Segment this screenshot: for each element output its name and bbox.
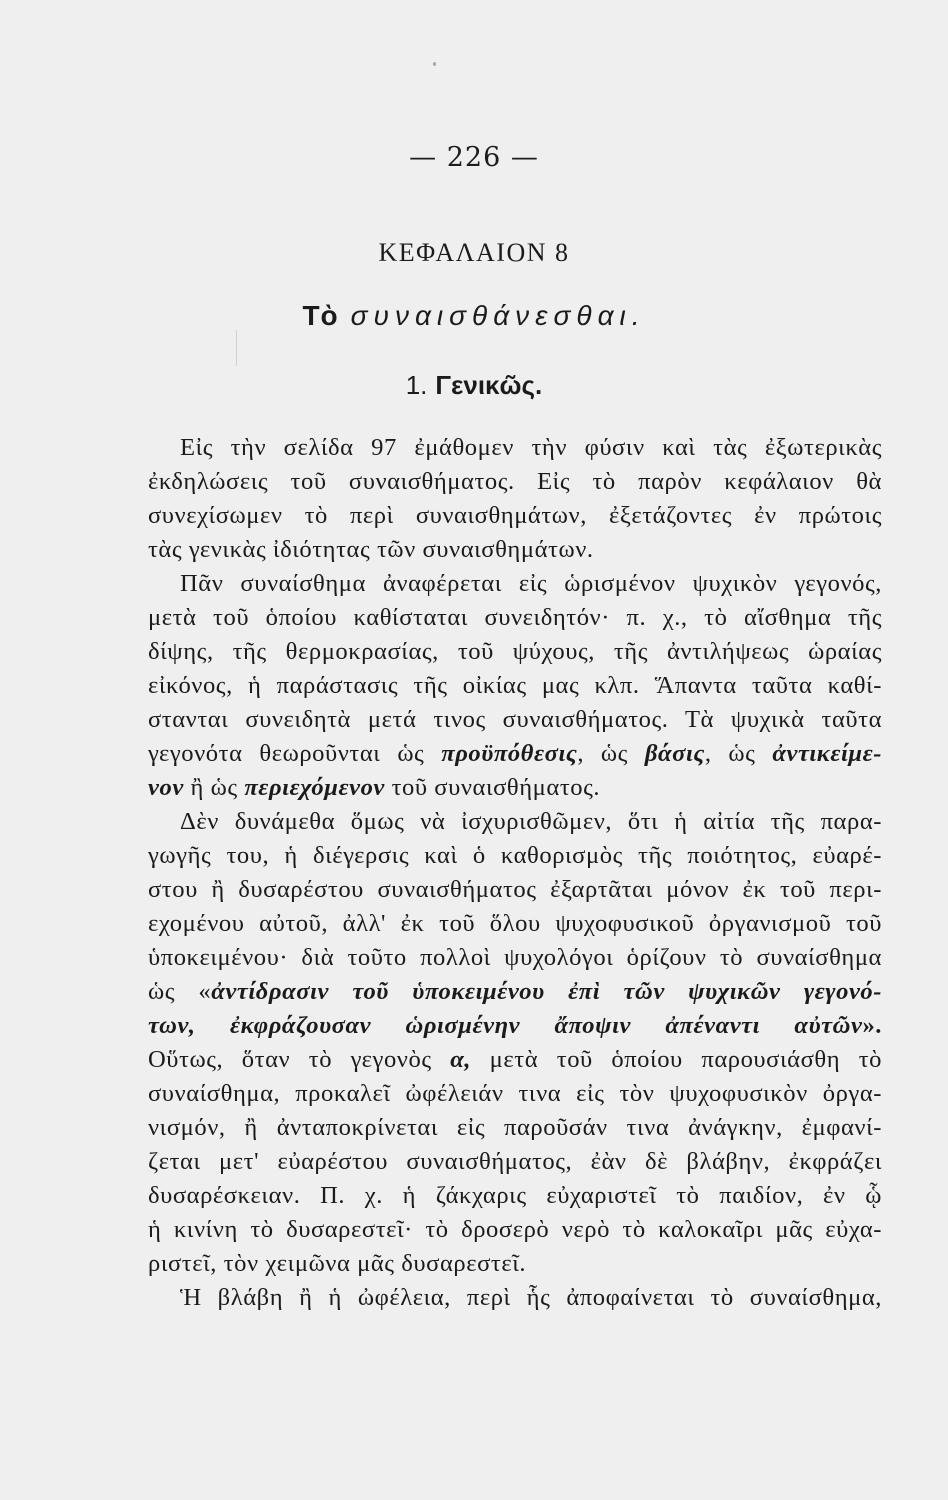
text-span: , ὡς — [577, 740, 645, 767]
text-line — [148, 975, 882, 1009]
text-line: τὰς γενικὰς ἰδιότητας τῶν συναισθημάτων. — [148, 536, 594, 563]
text-line — [148, 1043, 882, 1077]
text-line: εἰκόνος, ἡ παράστασις τῆς οἰκίας μας κλπ. Ἅπαντα ταῦτα καθί- — [148, 672, 882, 699]
page-number: — 226 — — [409, 142, 539, 173]
section-title: Γενικῶς. — [435, 370, 543, 400]
chapter-heading: ΚΕΦΑΛΑΙΟΝ 8 — [378, 238, 570, 267]
text-line: ζεται μετ' εὐαρέστου συναισθήματος, ἐὰν δὲ βλάβην, ἐκφράζει — [148, 1148, 882, 1175]
text-line: δυσαρέσκειαν. Π. χ. ἡ ζάκχαρις εὐχαριστεῖ τὸ παιδίον, ἐν ᾧ — [148, 1182, 882, 1209]
text-span: , ὡς — [704, 740, 773, 767]
emphasis-quote: των, ἐκφράζουσαν ὡρισμένην ἄποψιν ἀπέναντι αὐτῶν — [148, 1012, 863, 1039]
text-span: ». — [862, 1012, 882, 1039]
text-line: ἐκδηλώσεις τοῦ συναισθήματος. Εἰς τὸ παρὸν κεφάλαιον θὰ — [148, 468, 882, 495]
text-line: μετὰ τοῦ ὁποίου καθίσταται συνειδητόν· π. χ., τὸ αἴσθημα τῆς — [148, 604, 882, 631]
chapter-title-word: συναισθάνεσθαι. — [350, 300, 646, 331]
text-line: στανται συνειδητὰ μετά τινος συναισθήματος. Τὰ ψυχικὰ ταῦτα — [148, 706, 882, 733]
text-span: ὡς « — [148, 978, 212, 1005]
print-mark — [236, 330, 237, 366]
text-line: ριστεῖ, τὸν χειμῶνα μᾶς δυσαρεστεῖ. — [148, 1250, 527, 1277]
text-line: Ἡ βλάβη ἢ ἡ ὠφέλεια, περὶ ἧς ἀποφαίνεται τὸ συναίσθημα, — [180, 1284, 882, 1311]
text-line: συνεχίσωμεν τὸ περὶ συναισθημάτων, ἐξετάζοντες ἐν πρώτοις — [148, 502, 882, 529]
text-line: γωγῆς του, ἡ διέγερσις καὶ ὁ καθορισμὸς τῆς ποιότητος, εὐαρέ- — [148, 842, 882, 869]
emphasis-term: βάσις — [644, 740, 705, 767]
text-span: ἢ ὡς — [183, 774, 245, 801]
section-heading — [0, 370, 948, 401]
text-line — [148, 737, 882, 771]
text-line: Πᾶν συναίσθημα ἀναφέρεται εἰς ὡρισμένον ψυχικὸν γεγονός, — [180, 570, 882, 597]
emphasis-term: νον — [148, 774, 184, 801]
text-span: τοῦ συναισθήματος. — [384, 774, 601, 801]
text-span: Οὕτως, ὅταν τὸ γεγονὸς — [148, 1046, 451, 1073]
text-line: ἡ κινίνη τὸ δυσαρεστεῖ· τὸ δροσερὸ νερὸ τὸ καλοκαῖρι μᾶς εὐχα- — [148, 1216, 882, 1243]
text-line: δίψης, τῆς θερμοκρασίας, τοῦ ψύχους, τῆς ἀντιλήψεως ὡραίας — [148, 638, 882, 665]
text-line — [148, 1009, 882, 1043]
emphasis-term: προϋπόθεσις — [441, 740, 578, 767]
text-line: νισμόν, ἢ ἀνταποκρίνεται εἰς παροῦσάν τινα ἀνάγκην, ἐμφανί- — [148, 1114, 882, 1141]
section-number: 1. — [405, 370, 428, 400]
text-line: συναίσθημα, προκαλεῖ ὠφέλειάν τινα εἰς τὸν ψυχοφυσικὸν ὀργα- — [148, 1080, 882, 1107]
emphasis-term: α, — [450, 1046, 472, 1073]
emphasis-quote: ἀντίδρασιν τοῦ ὑποκειμένου ἐπὶ τῶν ψυχικῶν γεγονό- — [211, 978, 882, 1005]
chapter-title — [0, 300, 948, 332]
ink-speck — [433, 62, 436, 66]
text-span: γεγονότα θεωροῦνται ὡς — [148, 740, 442, 767]
chapter-title-article: Τὸ — [302, 300, 339, 331]
emphasis-term: περιεχόμενον — [244, 774, 385, 801]
text-line: εχομένου αὐτοῦ, ἀλλ' ἐκ τοῦ ὅλου ψυχοφυσικοῦ ὀργανισμοῦ τοῦ — [148, 910, 882, 937]
text-line: στου ἢ δυσαρέστου συναισθήματος ἐξαρτᾶται μόνον ἐκ τοῦ περι- — [148, 876, 882, 903]
text-line: Εἰς τὴν σελίδα 97 ἐμάθομεν τὴν φύσιν καὶ τὰς ἐξωτερικὰς — [180, 434, 882, 461]
emphasis-term: ἀντικείμε- — [772, 740, 882, 767]
text-line — [148, 771, 882, 805]
text-line: ὑποκειμένου· διὰ τοῦτο πολλοὶ ψυχολόγοι ὁρίζουν τὸ συναίσθημα — [148, 944, 882, 971]
text-line: Δὲν δυνάμεθα ὅμως νὰ ἰσχυρισθῶμεν, ὅτι ἡ αἰτία τῆς παρα- — [180, 808, 882, 835]
text-span: μετὰ τοῦ ὁποίου παρουσιάσθη τὸ — [471, 1046, 882, 1073]
